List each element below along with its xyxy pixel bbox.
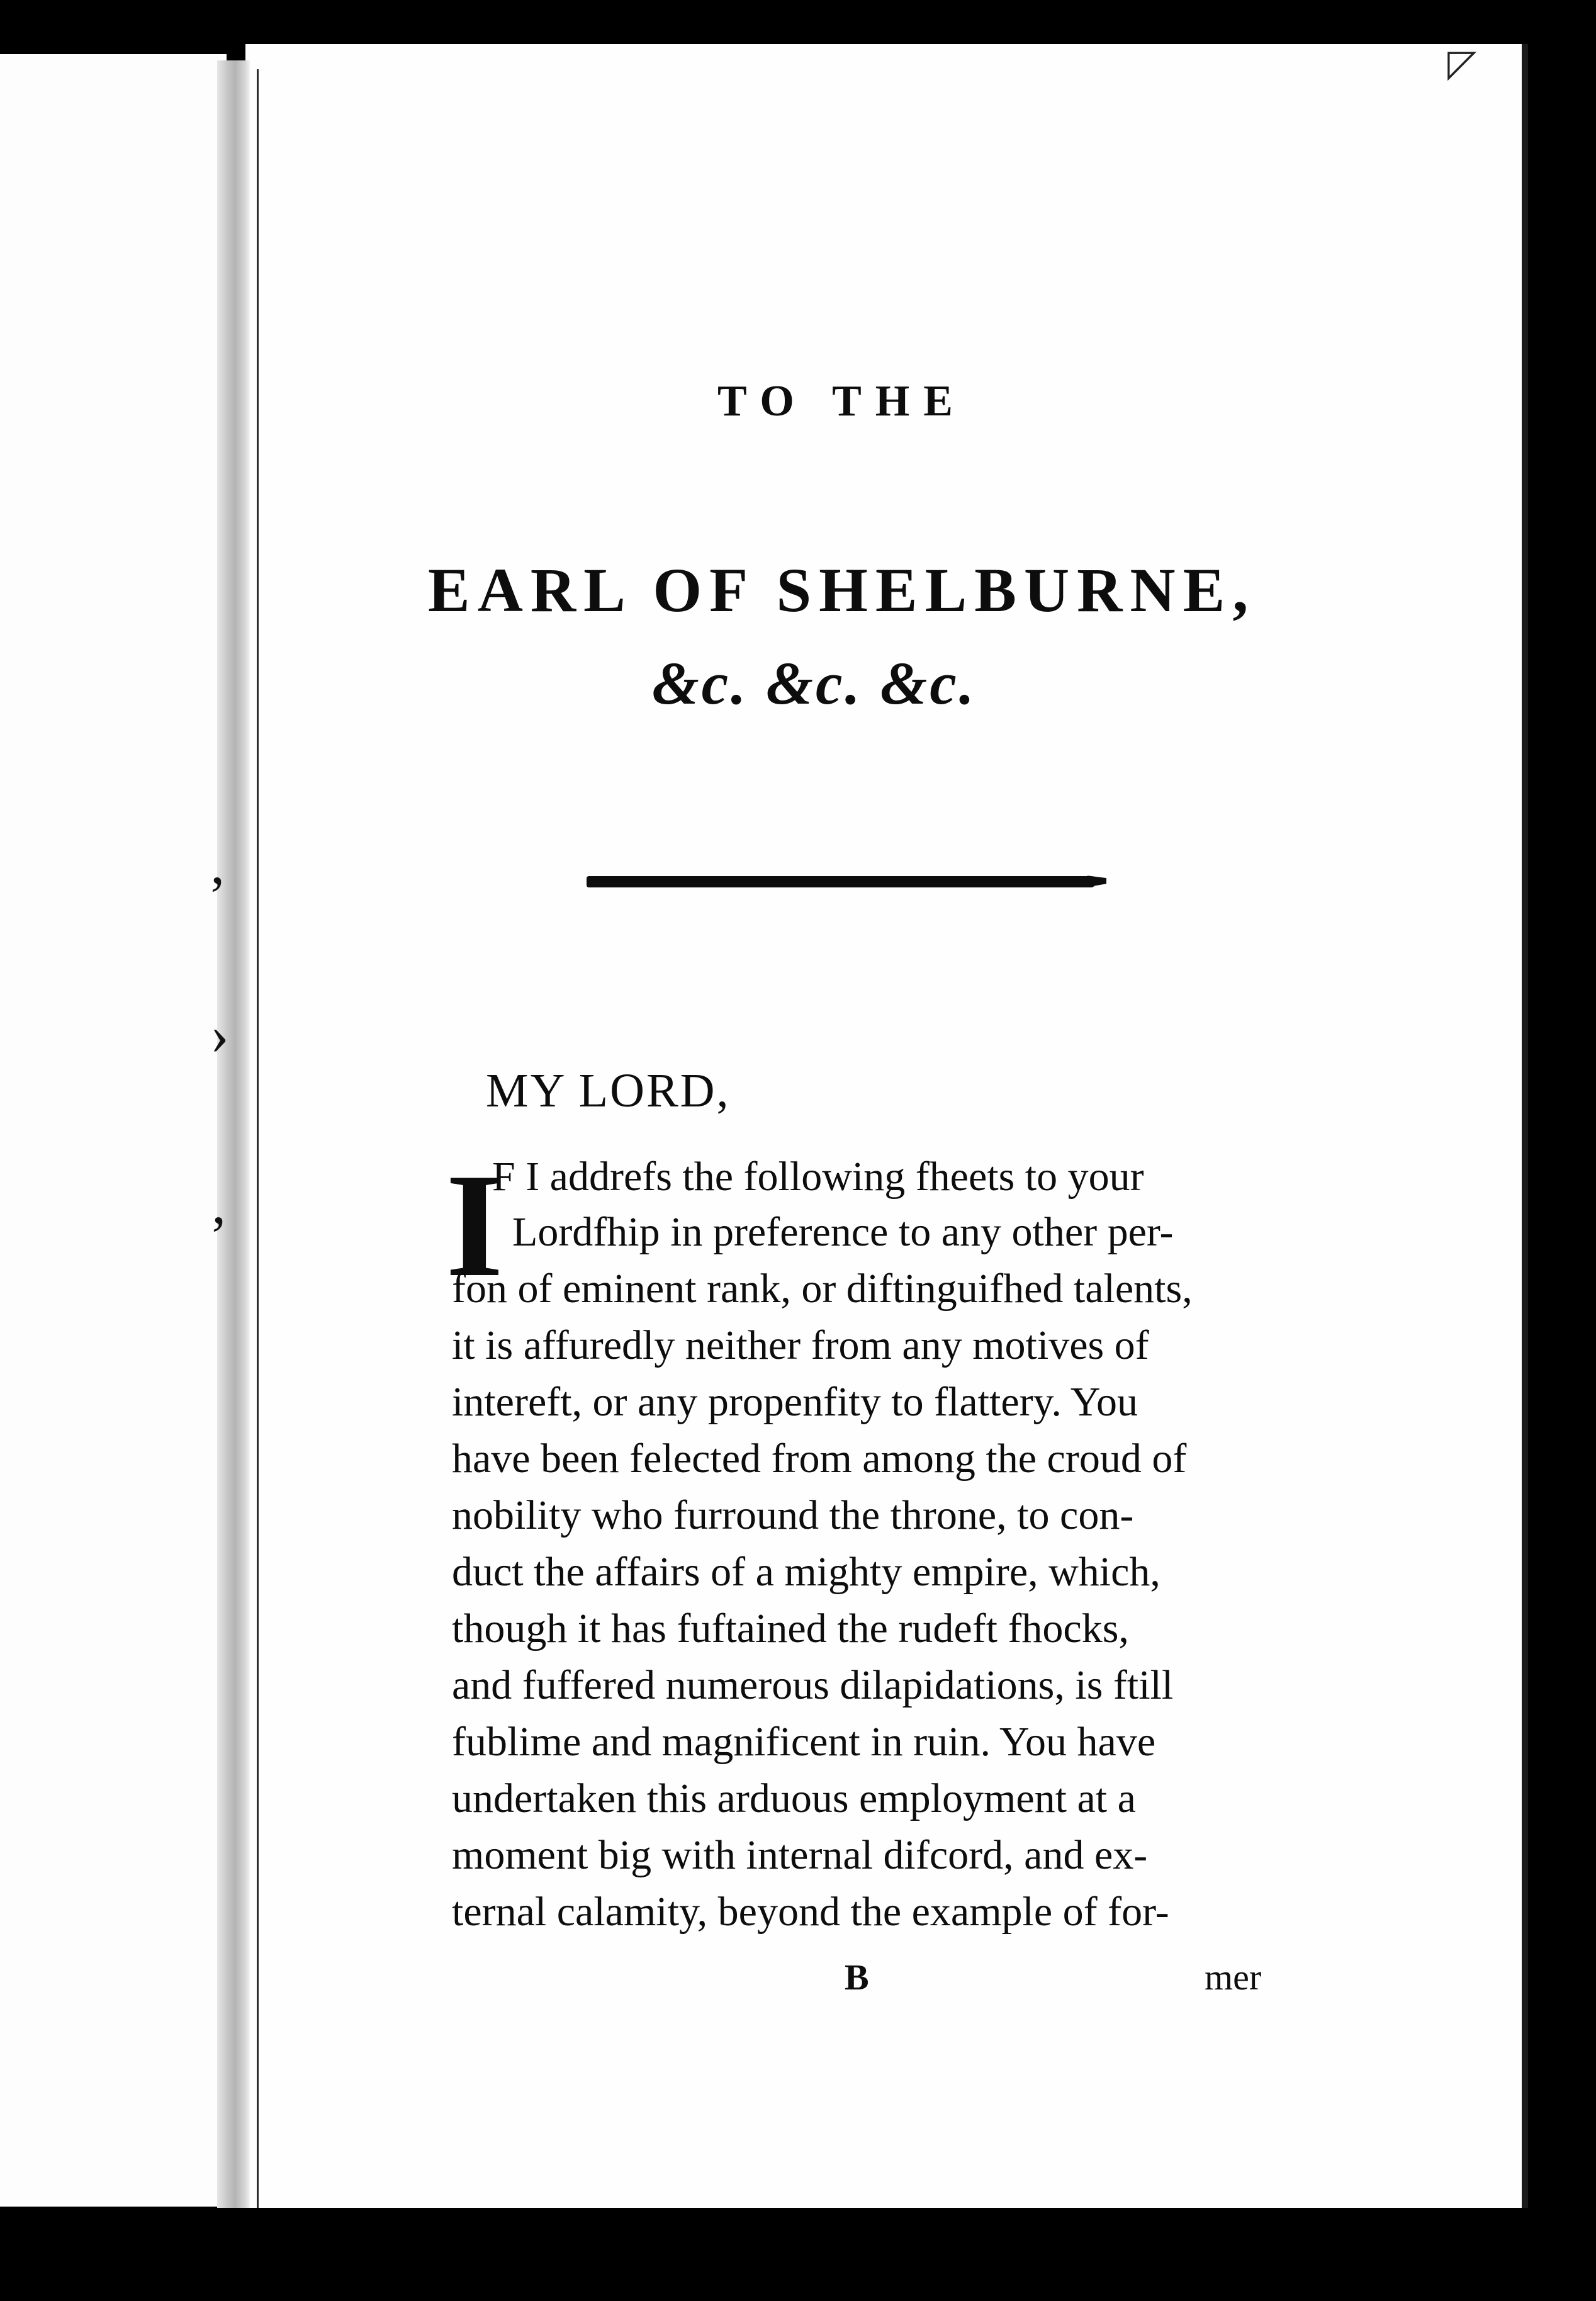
heading-etc: &c. &c. &c. <box>652 650 977 717</box>
heading-earl-of-shelburne: EARL OF SHELBURNE, <box>428 555 1256 625</box>
folded-corner-mark: ◸ <box>1447 43 1477 84</box>
gutter-shadow-line <box>257 69 259 2209</box>
body-line: duct the affairs of a mighty empire, which, <box>452 1549 1160 1595</box>
bottom-shadow <box>0 2208 1596 2301</box>
left-page-edge <box>0 54 227 2207</box>
body-line: have been felected from among the croud of <box>452 1436 1187 1482</box>
body-line: intereft, or any propenfity to flattery. You <box>452 1379 1138 1425</box>
drop-cap: I <box>446 1144 503 1308</box>
body-line-2: Lordfhip in preference to any other per- <box>512 1209 1174 1255</box>
signature-mark: B <box>845 1957 869 1998</box>
margin-mark-3: ’ <box>209 1205 228 1268</box>
body-line: it is affuredly neither from any motives of <box>452 1322 1149 1368</box>
body-line-1: F I addrefs the following fheets to your <box>492 1154 1144 1200</box>
book-gutter <box>217 60 250 2213</box>
ornamental-rule <box>587 876 1096 887</box>
heading-to-the: TO THE <box>717 377 967 425</box>
body-line: fublime and magnificent in ruin. You have <box>452 1719 1156 1765</box>
body-line: fon of eminent rank, or diftinguifhed talents, <box>452 1266 1193 1312</box>
body-line: nobility who furround the throne, to con- <box>452 1492 1134 1538</box>
body-line: moment big with internal difcord, and ex- <box>452 1832 1148 1878</box>
body-line: ternal calamity, beyond the example of for- <box>452 1889 1169 1935</box>
salutation: MY LORD, <box>486 1064 731 1117</box>
catchword: mer <box>1205 1957 1262 1998</box>
body-line: and fuffered numerous dilapidations, is ftill <box>452 1662 1174 1708</box>
body-line: undertaken this arduous employment at a <box>452 1775 1136 1821</box>
body-line: though it has fuftained the rudeft fhocks, <box>452 1606 1129 1651</box>
right-page-edge <box>1522 44 1528 2215</box>
margin-mark-2: › <box>210 1004 229 1066</box>
margin-mark-1: ’ <box>208 865 227 928</box>
